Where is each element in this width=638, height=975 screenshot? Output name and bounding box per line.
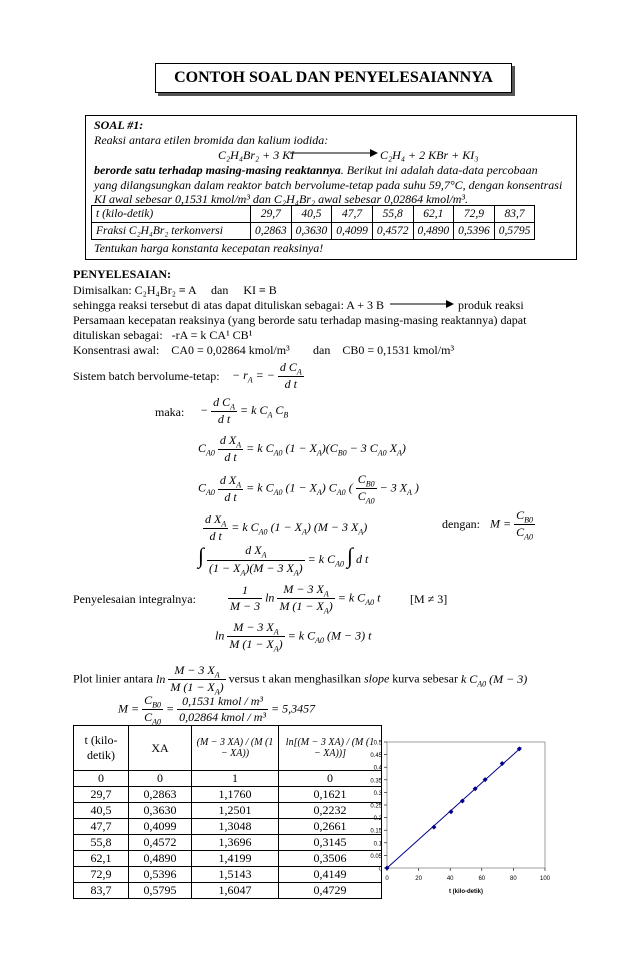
table-row [74,819,382,835]
table-cell: 62,1 [74,851,129,867]
table-header: t (kilo-detik) [74,726,129,771]
table-cell: 0,5795 [494,223,535,240]
table-cell: 0,4890 [413,223,454,240]
reaction-right: C₂H₄ + 2 KBr + KI₃ [380,148,479,162]
reaction-left: C₂H₄Br₂ + 3 KI [218,148,295,162]
page-title: CONTOH SOAL DAN PENYELESAIANNYA [155,63,512,93]
table-cell: 0,4149 [279,867,382,883]
problem-bold-text: berorde satu terhadap masing-masing reaktannya [94,163,341,177]
y-tick-label: 0.5 [373,740,382,747]
table-cell: 0,5795 [129,883,192,899]
m-label: M = [118,701,140,716]
table-row [74,851,382,867]
equation: − $r_A$ = − $\frac{d C_A}{\text{d t}}$ [232,360,302,392]
solution-line: sehingga reaksi tersebut di atas dapat dituliskan sebagai: A + 3 B [73,298,385,312]
table-cell: 0,4099 [129,819,192,835]
solution-text: Plot linier antara [73,671,153,686]
equation: $C_{A0}$ $\frac{d X_A}{\text{d t}}$ = k $C_{A0}$ $(1 - X_A)(C_{B0} - 3$ $C_{A0}$ $X_A$) [198,433,406,465]
equation: − $\frac{d C_A}{\text{d t}}$ = k $C_A$ $C_B$ [200,395,289,427]
problem-line: yang dilangsungkan dalam reaktor batch bervolume-tetap pada suhu 59,7°C, dengan konsentrasi [94,178,563,192]
table-cell: 1,6047 [192,883,279,899]
table-row [74,771,382,787]
table-cell: 0,4729 [279,883,382,899]
table-header: ln[(M − 3 XA) / (M (1 − XA))] [279,726,382,771]
table-cell: t (kilo-detik) [92,206,251,223]
table-cell: 0,4572 [129,835,192,851]
y-tick-label: 0.1 [373,841,382,848]
table-cell: 1,3048 [192,819,279,835]
problem-data-table [91,205,535,240]
solution-line: Sistem batch bervolume-tetap: [73,369,220,383]
table-cell: 55,8 [372,206,413,223]
table-cell: 72,9 [74,867,129,883]
table-cell: 0,3506 [279,851,382,867]
equation: $\frac{1}{M - 3}$ ln $\frac{M - 3 X_A}{M (1 - X_A)}$ = k $C_{A0}$ t [230,582,381,616]
table-cell: 0,3145 [279,835,382,851]
table-cell: Fraksi C₂H₄Br₂ terkonversi [92,223,251,240]
table-cell: 0,4890 [129,851,192,867]
solution-line: produk reaksi [458,298,524,312]
table-cell: 0,3630 [129,803,192,819]
table-cell: 0,2863 [251,223,292,240]
trendline [387,747,521,868]
x-tick-label: 100 [539,876,551,882]
y-tick-label: 0.4 [373,765,382,772]
solution-text: versus t akan menghasilkan [228,671,361,686]
problem-text: . Berikut ini adalah data-data percobaan [340,163,538,177]
table-cell: 1,3696 [192,835,279,851]
equation: $\frac{d X_A}{\text{d t}}$ = k $C_{A0}$ $(1 - X_A)$ (M − 3 $X_A$) [205,512,368,544]
solution-line: dan CB0 = 0,1531 kmol/m³ [313,343,455,357]
table-row [92,206,535,223]
table-cell: 1,1760 [192,787,279,803]
table-header: XA [129,726,192,771]
data-point [448,809,453,814]
y-tick-label: 0.35 [370,778,382,785]
y-tick-label: 0.3 [373,790,382,797]
solution-line: Plot linier antara ln $\frac{M - 3 X_A}{M (1 - X_A)}$ versus t akan menghasilkan slope kurva sebesar k $C_{A0}$ (M − 3) [73,663,528,697]
data-point [500,761,505,766]
table-cell: 29,7 [251,206,292,223]
table-cell: 0,5396 [129,867,192,883]
x-axis-label: t (kilo-detik) [449,889,483,895]
solution-line: dengan: [442,517,480,531]
table-cell: 62,1 [413,206,454,223]
table-cell: 0 [129,771,192,787]
solution-line: Konsentrasi awal: CA0 = 0,02864 kmol/m³ [73,343,290,357]
problem-line [94,163,538,178]
table-cell: 40,5 [74,803,129,819]
table-cell: 0 [279,771,382,787]
table-cell: 0,2863 [129,787,192,803]
problem-line: KI awal sebesar 0,1531 kmol/m³ dan C₂H₄Br₂ awal sebesar 0,02864 kmol/m³. [94,192,469,206]
table-row [74,787,382,803]
problem-heading: SOAL #1: [94,118,144,132]
problem-question: Tentukan harga konstanta kecepatan reaksinya! [94,241,324,255]
table-cell: 0 [74,771,129,787]
table-body [74,771,382,899]
table-cell: 47,7 [332,206,373,223]
m-denominator: 0,02864 kmol / m³ [179,710,267,725]
y-tick-label: 0.05 [370,853,382,860]
y-tick-label: 0.25 [370,803,382,810]
problem-line: Reaksi antara etilen bromida dan kalium iodida: [94,133,329,147]
solution-line: [M ≠ 3] [410,592,448,606]
plot-area [387,742,545,868]
table-row [74,867,382,883]
table-row [74,883,382,899]
x-tick-label: 40 [446,876,454,882]
table-cell: 0,2661 [279,819,382,835]
table-cell: 83,7 [74,883,129,899]
table-cell: 1,2501 [192,803,279,819]
solution-line: dituliskan sebagai: -rA = k CA¹ CB¹ [73,328,253,342]
table-cell: 47,7 [74,819,129,835]
data-point [431,825,436,830]
solution-line: Persamaan kecepatan reaksinya (yang berorde satu terhadap masing-masing reaktannya) dapat [73,313,527,327]
solution-text: slope [363,671,390,686]
solution-heading: PENYELESAIAN: [73,267,172,281]
m-numerator: 0,1531 kmol / m³ [177,694,268,710]
y-tick-label: 0.2 [373,816,382,823]
solution-text: kurva sebesar [392,671,458,686]
table-cell: 55,8 [74,835,129,851]
x-tick-label: 0 [385,876,389,882]
results-table [73,725,382,899]
table-cell: 0,4572 [372,223,413,240]
solution-line: maka: [155,405,185,419]
m-result: = 5,3457 [271,701,316,716]
table-cell: 1 [192,771,279,787]
equation: M = $\frac{C_{B0}}{C_{A0}}$ [490,508,533,542]
x-tick-label: 60 [478,876,486,882]
table-cell: 0,3630 [291,223,332,240]
table-row [92,223,535,240]
table-cell: 1,5143 [192,867,279,883]
x-tick-label: 20 [415,876,422,882]
table-cell: 29,7 [74,787,129,803]
table-cell: 0,4099 [332,223,373,240]
table-header-row [74,726,382,771]
table-row [74,803,382,819]
table-header: (M − 3 XA) / (M (1 − XA)) [192,726,279,771]
table-row [74,835,382,851]
y-tick-label: 0.45 [370,753,382,760]
equation: ∫ $\frac{d X_A}{(1 - X_A)(M - 3 X_A)}$ = k $C_{A0}$ ∫ d t [198,543,369,578]
table-cell: 0,1621 [279,787,382,803]
table-cell: 40,5 [291,206,332,223]
table-cell: 72,9 [454,206,495,223]
table-cell: 83,7 [494,206,535,223]
reaction-arrow [388,298,454,310]
y-tick-label: 0 [378,866,382,873]
chart [355,732,560,922]
equation: $C_{A0}$ $\frac{d X_A}{\text{d t}}$ = k $C_{A0}$ $(1 - X_A)$ $C_{A0}$ ( $\frac{C_{B0}}{C_{A0}}$ − 3 $X_A$ ) [198,472,419,506]
table-cell: 1,4199 [192,851,279,867]
x-tick-label: 80 [510,876,517,882]
table-cell: 0,2232 [279,803,382,819]
solution-line: Dimisalkan: C₂H₄Br₂ ≡ A dan KI ≡ B [73,283,277,297]
y-tick-label: 0.15 [370,828,382,835]
equation: ln $\frac{M - 3 X_A}{M (1 - X_A)}$ = k $C_{A0}$ (M − 3) t [215,620,372,654]
equation: M = $\frac{C_{B0}}{C_{A0}}$ = $\frac{\text{0,1531 kmol / m³}}{\text{0,02864 kmol / m³}}$ = 5,3457 [118,693,316,727]
table-cell: 0,5396 [454,223,495,240]
solution-line: Penyelesaian integralnya: [73,592,196,606]
reaction-arrow [288,147,378,159]
